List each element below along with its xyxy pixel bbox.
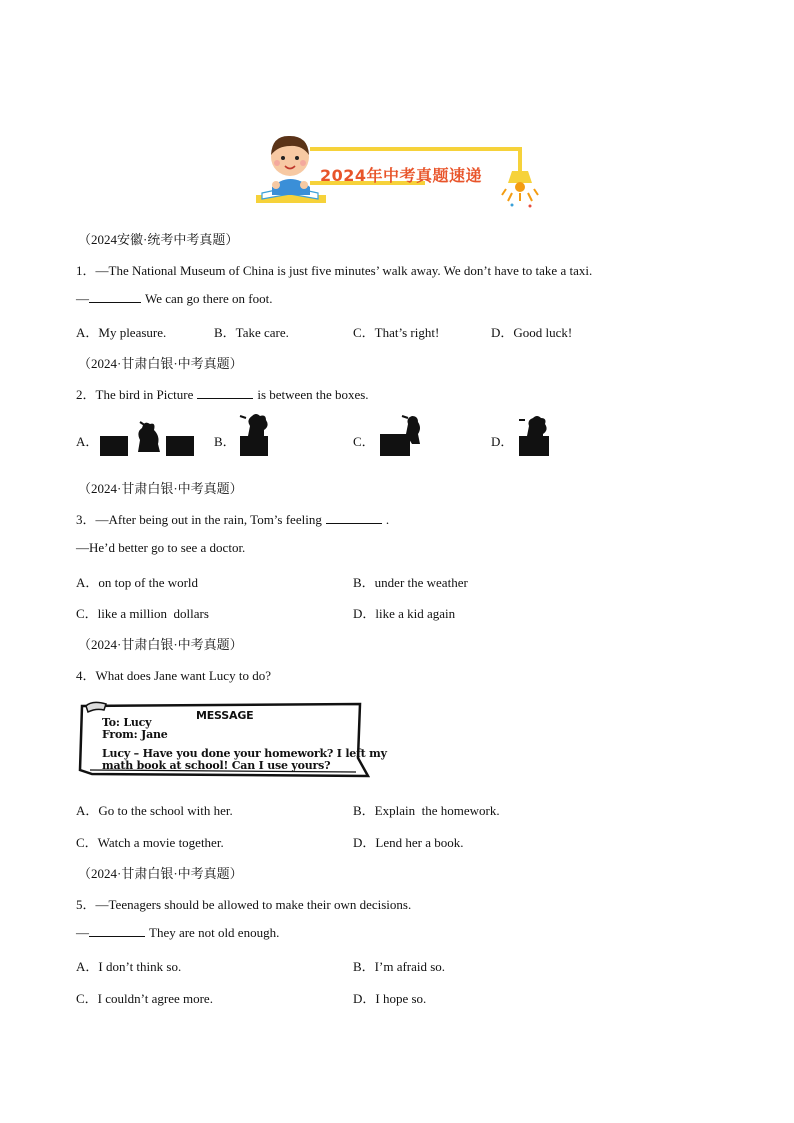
q3-option-d-letter: D． <box>353 606 376 621</box>
q3-option-c-text: like a million dollars <box>97 606 209 621</box>
q1-stem <box>76 260 592 279</box>
message-heading: MESSAGE <box>196 709 254 722</box>
q3-reply: —He’d better go to see a doctor. <box>76 540 246 555</box>
q2-option-c-letter[interactable]: C． <box>353 434 375 449</box>
q3-option-d[interactable] <box>353 603 455 622</box>
q1-reply-dash: — <box>76 291 89 306</box>
q1-option-d[interactable] <box>491 322 572 341</box>
q5-option-d-letter: D． <box>353 991 376 1006</box>
q5-option-b[interactable] <box>353 956 445 975</box>
bird-in-box-image[interactable] <box>517 414 553 458</box>
banner-title: 2024年中考真题速递 <box>320 166 483 185</box>
q2-stem <box>76 384 369 403</box>
q4-stem <box>76 665 271 684</box>
q5-option-d[interactable] <box>353 988 426 1007</box>
q3-option-b[interactable] <box>353 572 468 591</box>
q1-option-a-letter: A． <box>76 325 99 340</box>
q1-reply <box>76 291 272 307</box>
q5-option-a-text: I don’t think so. <box>98 959 182 974</box>
q1-option-c-text: That’s right! <box>374 325 440 340</box>
q4-option-d-text: Lend her a book. <box>375 835 464 850</box>
q3-option-a[interactable] <box>76 572 198 591</box>
q3-option-c[interactable] <box>76 603 209 622</box>
q2-source: （2024·甘肃白银·中考真题） <box>78 356 243 371</box>
q3-stem <box>76 509 389 528</box>
q3-option-d-text: like a kid again <box>375 606 456 621</box>
bird-between-boxes-image[interactable] <box>100 418 196 458</box>
bird-behind-box-image[interactable] <box>378 414 424 458</box>
q5-option-a-letter: A． <box>76 959 99 974</box>
q1-option-b[interactable] <box>214 322 289 341</box>
q5-option-b-text: I’m afraid so. <box>374 959 446 974</box>
bird-on-box-image[interactable] <box>238 412 274 458</box>
q1-option-b-letter: B． <box>214 325 236 340</box>
q2-option-a-letter[interactable]: A． <box>76 434 99 449</box>
message-line-1: Lucy – Have you done your homework? I left my <box>102 747 387 760</box>
q5-option-c-letter: C． <box>76 991 98 1006</box>
q5-number: 5． <box>76 897 96 912</box>
q5-source: （2024·甘肃白银·中考真题） <box>78 866 243 881</box>
q5-reply-dash: — <box>76 925 89 940</box>
q5-option-d-text: I hope so. <box>375 991 427 1006</box>
q3-option-b-text: under the weather <box>374 575 468 590</box>
q2-number: 2． <box>76 387 96 402</box>
q1-option-b-text: Take care. <box>235 325 289 340</box>
q3-number: 3． <box>76 512 96 527</box>
q4-option-b[interactable] <box>353 800 500 819</box>
q4-option-c[interactable] <box>76 832 224 851</box>
q3-option-b-letter: B． <box>353 575 375 590</box>
message-line-2: math book at school! Can I use yours? <box>102 759 331 772</box>
q3-source: （2024·甘肃白银·中考真题） <box>78 481 243 496</box>
q4-number: 4． <box>76 668 96 683</box>
q5-reply <box>76 925 279 941</box>
q2-stem-after: is between the boxes. <box>257 387 369 402</box>
q4-option-c-text: Watch a movie together. <box>97 835 224 850</box>
q4-option-b-letter: B． <box>353 803 375 818</box>
q5-option-a[interactable] <box>76 956 181 975</box>
q3-option-c-letter: C． <box>76 606 98 621</box>
message-to: To: Lucy <box>102 716 152 729</box>
q4-stem-text: What does Jane want Lucy to do? <box>95 668 271 683</box>
q4-option-b-text: Explain the homework. <box>374 803 500 818</box>
q5-option-c[interactable] <box>76 988 213 1007</box>
q4-option-a-text: Go to the school with her. <box>98 803 233 818</box>
message-from: From: Jane <box>102 728 168 741</box>
q1-option-c-letter: C． <box>353 325 375 340</box>
q3-option-a-letter: A． <box>76 575 99 590</box>
q1-option-a[interactable] <box>76 322 166 341</box>
q5-stem-text: —Teenagers should be allowed to make their own decisions. <box>95 897 412 912</box>
q5-option-c-text: I couldn’t agree more. <box>97 991 213 1006</box>
q1-option-c[interactable] <box>353 322 439 341</box>
q3-option-a-text: on top of the world <box>98 575 199 590</box>
q4-source: （2024·甘肃白银·中考真题） <box>78 637 243 652</box>
q2-answer-blank[interactable] <box>197 387 253 399</box>
q5-option-b-letter: B． <box>353 959 375 974</box>
q4-option-d-letter: D． <box>353 835 376 850</box>
q3-answer-blank[interactable] <box>326 512 382 524</box>
q1-number: 1． <box>76 263 96 278</box>
q1-reply-text: We can go there on foot. <box>145 291 273 306</box>
q1-option-a-text: My pleasure. <box>98 325 167 340</box>
q4-option-c-letter: C． <box>76 835 98 850</box>
q4-option-a-letter: A． <box>76 803 99 818</box>
q1-option-d-text: Good luck! <box>513 325 573 340</box>
q4-option-d[interactable] <box>353 832 463 851</box>
q1-source: （2024安徽·统考中考真题） <box>78 232 239 247</box>
q3-stem-after: . <box>385 512 390 527</box>
q2-option-b-letter[interactable]: B． <box>214 434 236 449</box>
q2-stem-before: The bird in Picture <box>95 387 194 402</box>
q1-option-d-letter: D． <box>491 325 514 340</box>
q1-answer-blank[interactable] <box>89 291 141 303</box>
q3-stem-before: —After being out in the rain, Tom’s feeling <box>95 512 322 527</box>
q2-option-d-letter[interactable]: D． <box>491 434 514 449</box>
message-note <box>78 700 387 780</box>
q4-option-a[interactable] <box>76 800 233 819</box>
q1-stem-text: —The National Museum of China is just five minutes’ walk away. We don’t have to take a taxi. <box>95 263 593 278</box>
q5-answer-blank[interactable] <box>89 925 145 937</box>
q5-reply-text: They are not old enough. <box>149 925 280 940</box>
q5-stem <box>76 894 411 913</box>
